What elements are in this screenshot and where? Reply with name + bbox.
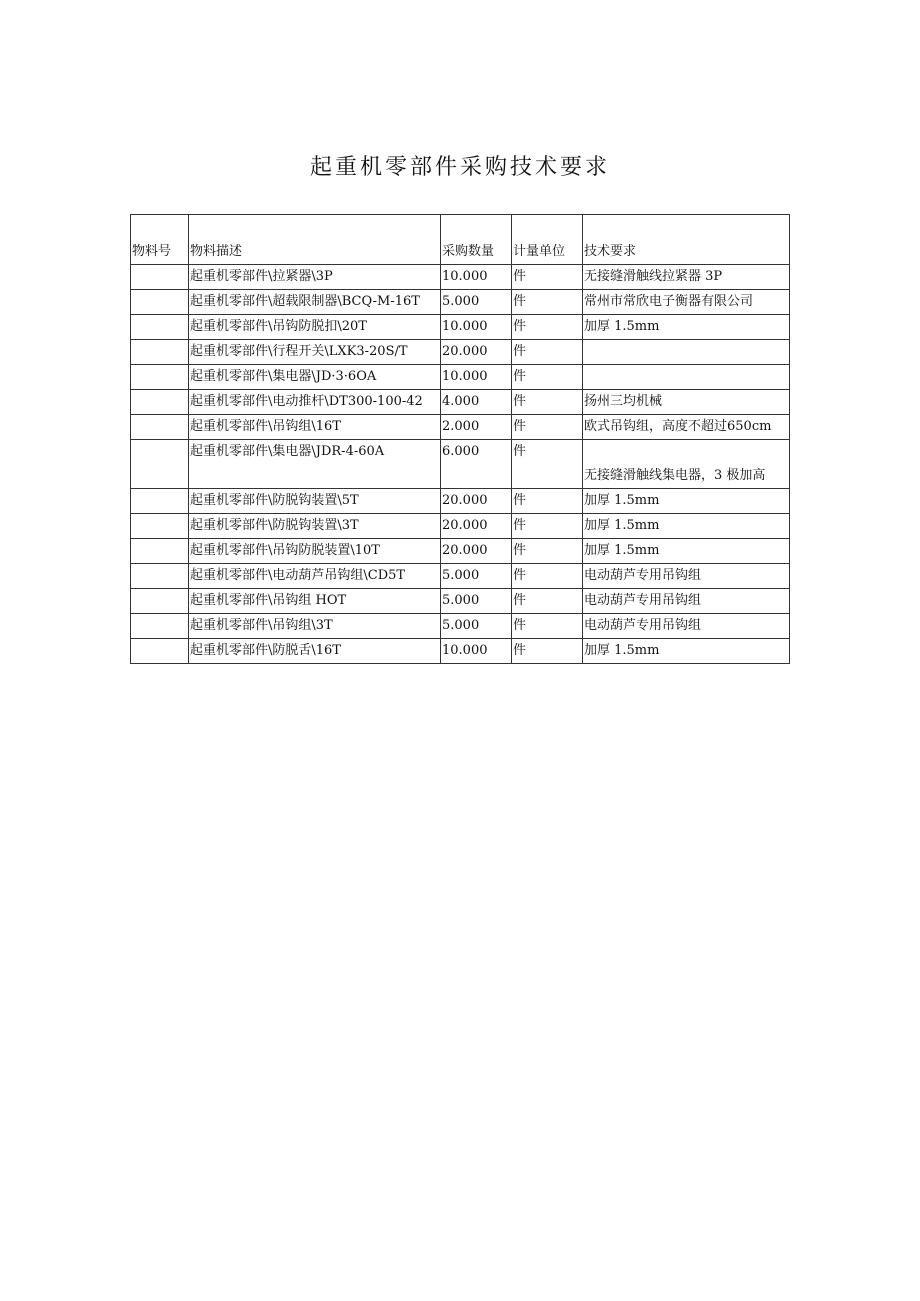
cell-unit: 件 — [512, 315, 583, 340]
table-row — [131, 340, 790, 365]
cell-qty: 10.000 — [441, 365, 512, 390]
cell-code — [131, 564, 189, 589]
table-row — [131, 614, 790, 639]
cell-code — [131, 514, 189, 539]
cell-qty: 5.000 — [441, 614, 512, 639]
cell-desc: 起重机零部件\电动葫芦吊钩组\CD5T — [189, 564, 441, 589]
cell-desc: 起重机零部件\吊钩防脱扣\20T — [189, 315, 441, 340]
cell-unit: 件 — [512, 290, 583, 315]
cell-qty: 10.000 — [441, 639, 512, 664]
cell-code — [131, 614, 189, 639]
table-header-row — [131, 215, 790, 265]
cell-code — [131, 365, 189, 390]
cell-spec — [583, 340, 790, 365]
cell-spec: 加厚 1.5mm — [583, 489, 790, 514]
cell-code — [131, 589, 189, 614]
cell-qty: 20.000 — [441, 539, 512, 564]
header-spec: 技术要求 — [583, 215, 790, 265]
cell-qty: 20.000 — [441, 514, 512, 539]
cell-unit: 件 — [512, 639, 583, 664]
cell-spec: 电动葫芦专用吊钩组 — [583, 589, 790, 614]
cell-qty: 20.000 — [441, 340, 512, 365]
cell-unit: 件 — [512, 614, 583, 639]
cell-unit: 件 — [512, 415, 583, 440]
cell-spec: 无接缝滑触线集电器，3 极加高 — [583, 440, 790, 489]
cell-qty: 20.000 — [441, 489, 512, 514]
table-row — [131, 589, 790, 614]
cell-spec: 常州市常欣电子衡器有限公司 — [583, 290, 790, 315]
cell-code — [131, 390, 189, 415]
table-row — [131, 265, 790, 290]
cell-desc: 起重机零部件\拉紧器\3P — [189, 265, 441, 290]
cell-spec: 扬州三均机械 — [583, 390, 790, 415]
cell-qty: 5.000 — [441, 589, 512, 614]
cell-desc: 起重机零部件\集电器\JDR-4-60A — [189, 440, 441, 489]
cell-desc: 起重机零部件\吊钩组\16T — [189, 415, 441, 440]
cell-spec: 加厚 1.5mm — [583, 514, 790, 539]
cell-unit: 件 — [512, 489, 583, 514]
cell-desc: 起重机零部件\防脱钩装置\5T — [189, 489, 441, 514]
cell-spec — [583, 365, 790, 390]
table-row — [131, 514, 790, 539]
table-row — [131, 489, 790, 514]
cell-desc: 起重机零部件\防脱钩装置\3T — [189, 514, 441, 539]
header-unit: 计量单位 — [512, 215, 583, 265]
cell-qty: 10.000 — [441, 265, 512, 290]
cell-code — [131, 489, 189, 514]
cell-code — [131, 340, 189, 365]
page-title: 起重机零部件采购技术要求 — [309, 155, 610, 180]
cell-spec: 加厚 1.5mm — [583, 539, 790, 564]
cell-qty: 5.000 — [441, 290, 512, 315]
cell-unit: 件 — [512, 265, 583, 290]
cell-qty: 6.000 — [441, 440, 512, 489]
cell-spec: 电动葫芦专用吊钩组 — [583, 564, 790, 589]
cell-desc: 起重机零部件\集电器\JD·3·6OA — [189, 365, 441, 390]
table-row — [131, 440, 790, 489]
cell-code — [131, 539, 189, 564]
cell-desc: 起重机零部件\吊钩组 HOT — [189, 589, 441, 614]
cell-qty: 5.000 — [441, 564, 512, 589]
cell-spec: 无接缝滑触线拉紧器 3P — [583, 265, 790, 290]
cell-unit: 件 — [512, 564, 583, 589]
cell-qty: 2.000 — [441, 415, 512, 440]
cell-code — [131, 440, 189, 489]
cell-unit: 件 — [512, 390, 583, 415]
cell-desc: 起重机零部件\行程开关\LXK3-20S/T — [189, 340, 441, 365]
cell-desc: 起重机零部件\电动推杆\DT300-100-42 — [189, 390, 441, 415]
cell-unit: 件 — [512, 365, 583, 390]
cell-qty: 4.000 — [441, 390, 512, 415]
cell-desc: 起重机零部件\吊钩防脱装置\10T — [189, 539, 441, 564]
table-row — [131, 365, 790, 390]
requirements-table — [130, 214, 790, 664]
header-qty: 采购数量 — [441, 215, 512, 265]
cell-qty: 10.000 — [441, 315, 512, 340]
table-row — [131, 539, 790, 564]
table-row — [131, 639, 790, 664]
table-row — [131, 564, 790, 589]
table-row — [131, 290, 790, 315]
cell-spec: 加厚 1.5mm — [583, 315, 790, 340]
table-row — [131, 390, 790, 415]
cell-desc: 起重机零部件\防脱舌\16T — [189, 639, 441, 664]
cell-unit: 件 — [512, 589, 583, 614]
cell-spec: 加厚 1.5mm — [583, 639, 790, 664]
cell-unit: 件 — [512, 340, 583, 365]
cell-code — [131, 315, 189, 340]
header-desc: 物料描述 — [189, 215, 441, 265]
cell-code — [131, 290, 189, 315]
cell-code — [131, 639, 189, 664]
cell-spec: 电动葫芦专用吊钩组 — [583, 614, 790, 639]
cell-desc: 起重机零部件\超载限制器\BCQ-M-16T — [189, 290, 441, 315]
table-row — [131, 315, 790, 340]
header-code: 物料号 — [131, 215, 189, 265]
cell-code — [131, 415, 189, 440]
table-row — [131, 415, 790, 440]
cell-code — [131, 265, 189, 290]
cell-unit: 件 — [512, 440, 583, 489]
cell-unit: 件 — [512, 514, 583, 539]
cell-spec: 欧式吊钩组，高度不超过650cm — [583, 415, 790, 440]
cell-desc: 起重机零部件\吊钩组\3T — [189, 614, 441, 639]
cell-unit: 件 — [512, 539, 583, 564]
